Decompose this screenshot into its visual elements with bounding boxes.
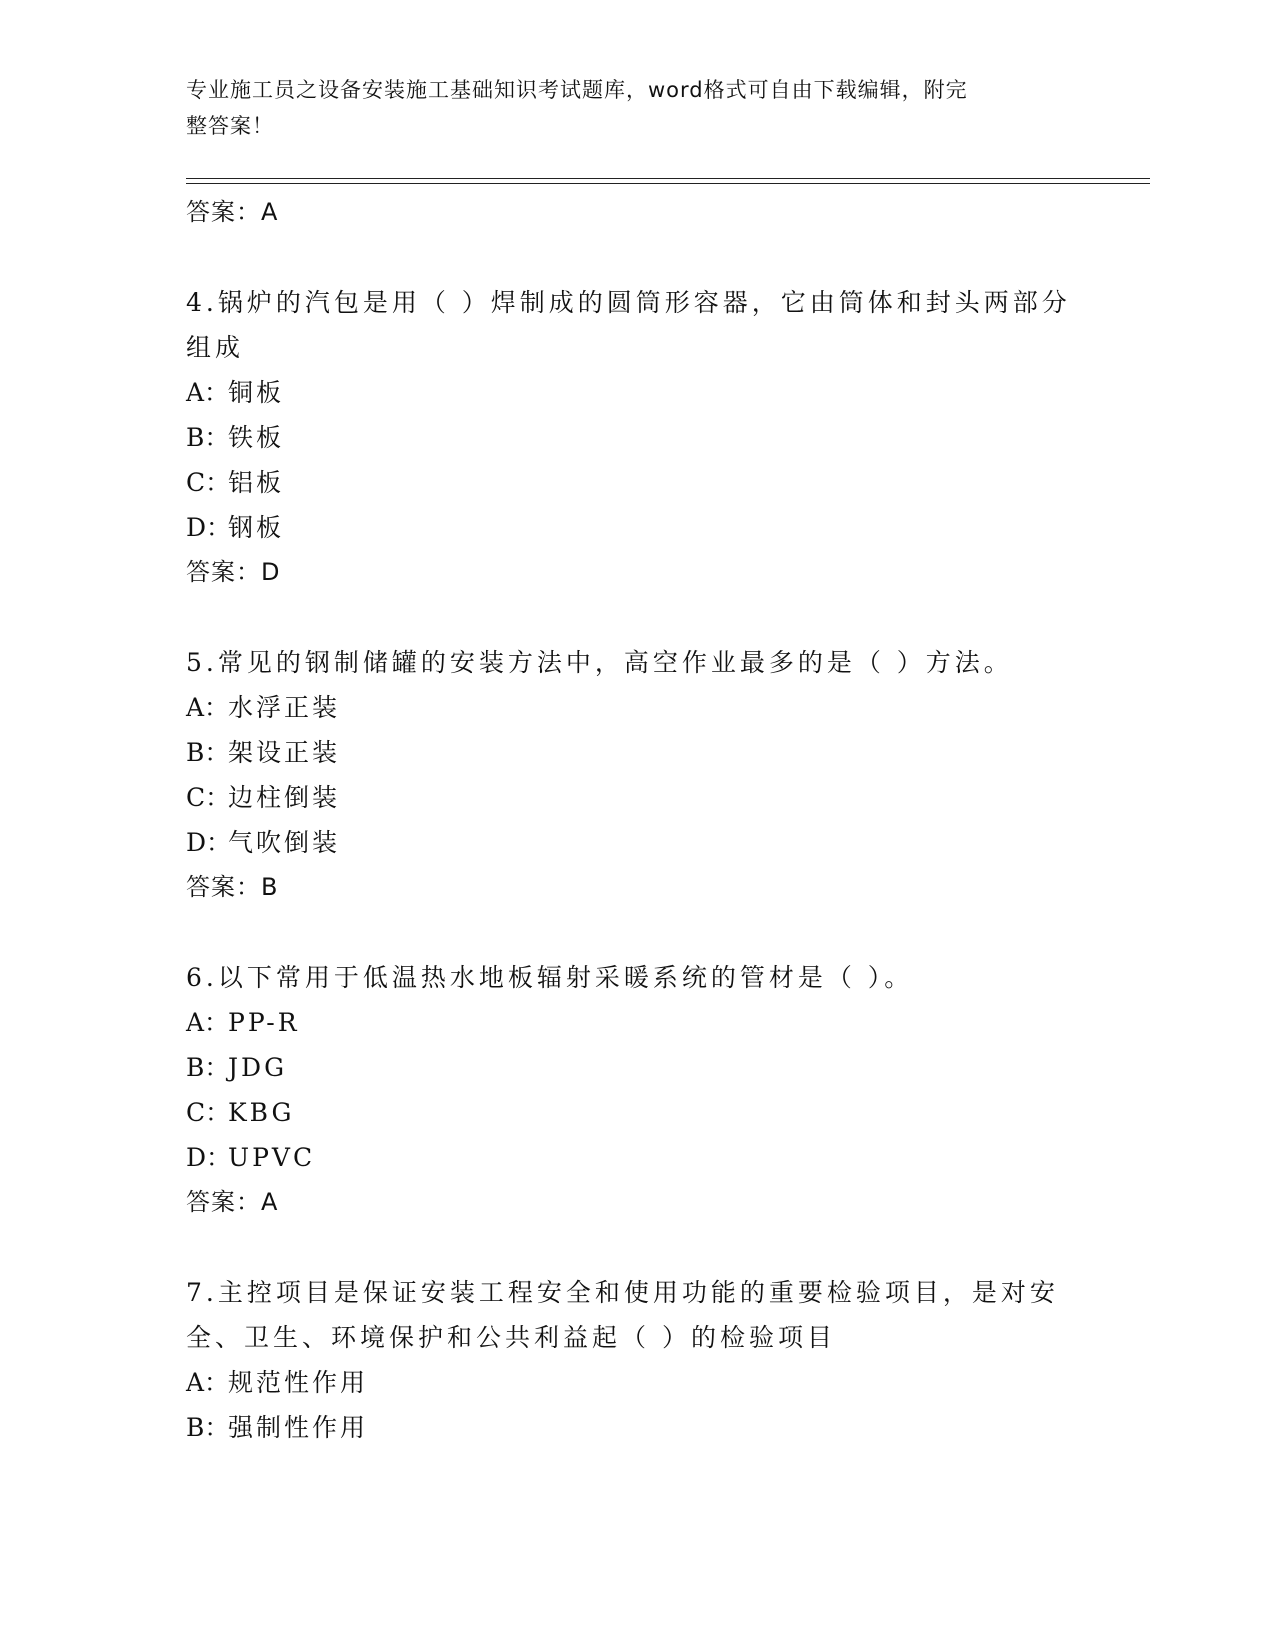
previous-answer: 答案：A — [186, 198, 279, 226]
question-block-5 — [186, 640, 1086, 910]
question-block-4 — [186, 280, 1086, 595]
option-a — [186, 370, 1086, 415]
option-text: 边柱倒装 — [228, 783, 341, 812]
option-b — [186, 1045, 1086, 1090]
option-label: A： — [186, 378, 230, 407]
question-text-line: 4.锅炉的汽包是用（ ）焊制成的圆筒形容器，它由筒体和封头两部分 — [186, 288, 1071, 317]
option-text: 铝板 — [228, 468, 285, 497]
option-label: C： — [186, 1098, 231, 1127]
option-label: A： — [186, 693, 230, 722]
option-a — [186, 685, 1086, 730]
question-text-line: 5.常见的钢制储罐的安装方法中，高空作业最多的是（ ）方法。 — [186, 648, 1013, 677]
header-divider-top — [186, 178, 1150, 179]
option-label: C： — [186, 783, 231, 812]
option-text: 水浮正装 — [228, 693, 341, 722]
header-line-1: 专业施工员之设备安装施工基础知识考试题库，word格式可自由下载编辑，附完 — [186, 78, 968, 102]
option-c — [186, 460, 1086, 505]
question-text-line: 6.以下常用于低温热水地板辐射采暖系统的管材是（ ）。 — [186, 963, 914, 992]
header-divider-bottom — [186, 183, 1150, 184]
option-text: KBG — [228, 1098, 295, 1127]
question-block-7 — [186, 1270, 1086, 1450]
option-c — [186, 1090, 1086, 1135]
question-text — [186, 1270, 1086, 1360]
question-list — [186, 190, 1086, 1450]
option-label: A： — [186, 1008, 230, 1037]
document-header — [186, 72, 1066, 144]
option-text: 规范性作用 — [228, 1368, 369, 1397]
answer-line: 答案：B — [186, 873, 279, 901]
option-c — [186, 775, 1086, 820]
option-text: 气吹倒装 — [228, 828, 341, 857]
option-label: D： — [186, 828, 232, 857]
option-a — [186, 1360, 1086, 1405]
option-d — [186, 1135, 1086, 1180]
question-text — [186, 640, 1086, 685]
option-label: B： — [186, 423, 230, 452]
option-text: 铜板 — [228, 378, 285, 407]
option-label: B： — [186, 1413, 230, 1442]
option-label: B： — [186, 738, 230, 767]
option-label: A： — [186, 1368, 230, 1397]
option-d — [186, 820, 1086, 865]
option-label: D： — [186, 1143, 232, 1172]
option-label: D： — [186, 513, 232, 542]
option-text: JDG — [228, 1053, 288, 1082]
option-text: 强制性作用 — [228, 1413, 369, 1442]
option-b — [186, 730, 1086, 775]
option-text: 架设正装 — [228, 738, 341, 767]
option-b — [186, 1405, 1086, 1450]
question-text-line: 7.主控项目是保证安装工程安全和使用功能的重要检验项目，是对安 — [186, 1278, 1059, 1307]
answer-line: 答案：D — [186, 558, 281, 586]
question-text — [186, 955, 1086, 1000]
question-text-line: 组成 — [186, 333, 245, 362]
option-a — [186, 1000, 1086, 1045]
option-text: 钢板 — [228, 513, 285, 542]
option-text: 铁板 — [228, 423, 285, 452]
option-label: B： — [186, 1053, 230, 1082]
header-line-2: 整答案！ — [186, 114, 274, 138]
option-b — [186, 415, 1086, 460]
option-label: C： — [186, 468, 231, 497]
question-block-6 — [186, 955, 1086, 1225]
option-d — [186, 505, 1086, 550]
question-text-line: 全、卫生、环境保护和公共利益起（ ）的检验项目 — [186, 1323, 836, 1352]
option-text: PP-R — [228, 1008, 300, 1037]
answer-line: 答案：A — [186, 1188, 279, 1216]
option-text: UPVC — [228, 1143, 316, 1172]
question-text — [186, 280, 1086, 370]
